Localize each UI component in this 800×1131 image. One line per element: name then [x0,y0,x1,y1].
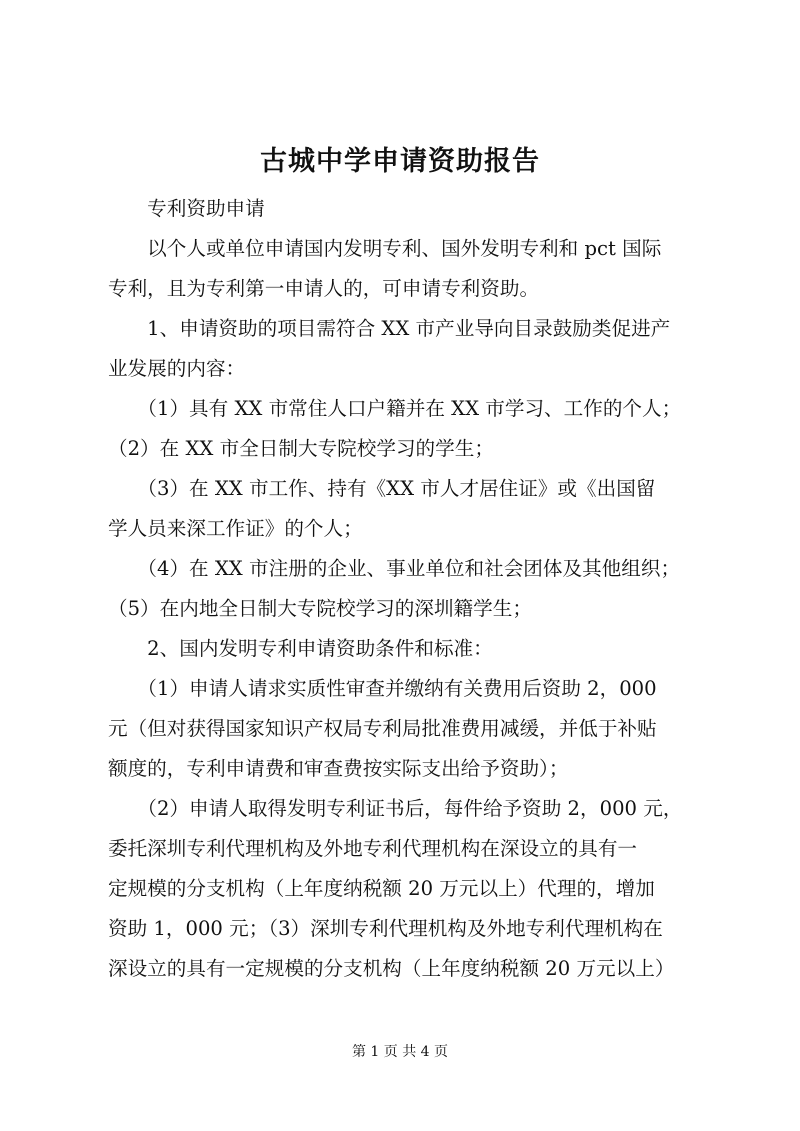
text-line: 1、申请资助的项目需符合 XX 市产业导向目录鼓励类促进产 [108,317,671,340]
text-line: （4）在 XX 市注册的企业、事业单位和社会团体及其他组织； [108,557,681,580]
text-line: 业发展的内容： [108,357,246,380]
text-line: 委托深圳专利代理机构及外地专利代理机构在深设立的具有一 [108,837,638,860]
text-line: 资助 1，000 元；（3）深圳专利代理机构及外地专利代理机构在 [108,917,663,940]
text-line: 以个人或单位申请国内发明专利、国外发明专利和 pct 国际 [108,237,662,260]
text-line: （1）具有 XX 市常住人口户籍并在 XX 市学习、工作的个人； [108,397,682,420]
text-line: （2）申请人取得发明专利证书后，每件给予资助 2，000 元， [108,797,683,820]
document-title: 古城中学申请资助报告 [260,146,540,177]
text-line: （3）在 XX 市工作、持有《XX 市人才居住证》或《出国留 [108,477,656,500]
text-line: 元（但对获得国家知识产权局专利局批准费用减缓，并低于补贴 [108,717,657,740]
text-line: 深设立的具有一定规模的分支机构（上年度纳税额 20 万元以上） [108,957,675,980]
text-line: （2）在 XX 市全日制大专院校学习的学生； [108,437,494,460]
text-line: 定规模的分支机构（上年度纳税额 20 万元以上）代理的，增加 [108,877,655,900]
text-line: （5）在内地全日制大专院校学习的深圳籍学生； [108,597,532,620]
text-line: 额度的，专利申请费和审查费按实际支出给予资助）； [108,757,569,780]
text-line: 2、国内发明专利申请资助条件和标准： [108,637,493,660]
text-line: 学人员来深工作证》的个人； [108,517,363,540]
text-line: 专利资助申请 [108,197,265,220]
page-footer: 第 1 页 共 4 页 [351,1044,449,1060]
text-line: 专利，且为专利第一申请人的，可申请专利资助。 [108,277,540,300]
text-line: （1）申请人请求实质性审查并缴纳有关费用后资助 2，000 [108,677,657,700]
